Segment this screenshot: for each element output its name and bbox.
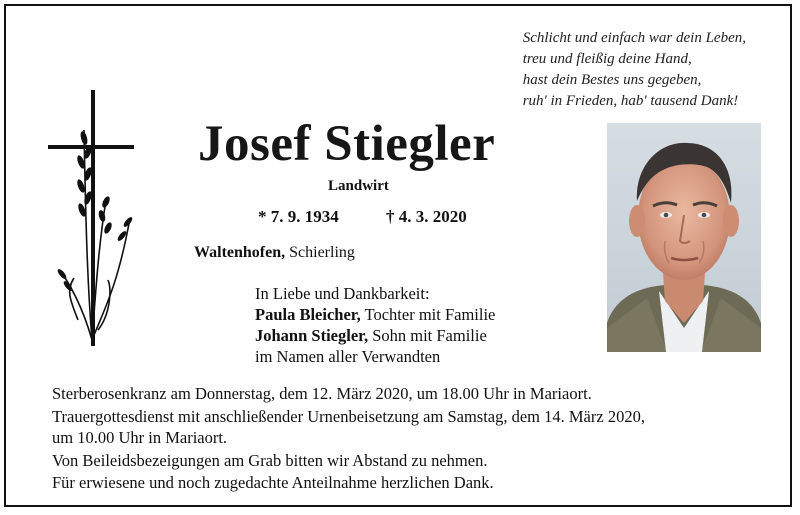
mourner-relation: Sohn mit Familie: [368, 326, 487, 345]
mourner-entry: [255, 325, 495, 346]
announcement-line: Von Beileidsbezeigungen am Grab bitten wir Abstand zu nehmen.: [52, 450, 488, 470]
occupation: Landwirt: [328, 178, 389, 194]
poem-line: treu und fleißig deine Hand,: [522, 51, 692, 67]
deceased-name: Josef Stiegler: [198, 116, 496, 172]
announcement-line: Trauergottesdienst mit anschließender Urnenbeisetzung am Samstag, dem 14. März 2020,: [52, 406, 645, 426]
obituary-card: [4, 4, 792, 507]
cross-with-wheat-icon: [48, 90, 140, 350]
mourner-relation: Tochter mit Familie: [360, 305, 496, 324]
mourner-name: Paula Bleicher,: [255, 305, 361, 324]
mourners-closing: im Namen aller Verwandten: [255, 347, 441, 366]
mourners-block: [255, 283, 495, 367]
mourners-intro: In Liebe und Dankbarkeit:: [255, 284, 430, 303]
mourner-entry: [255, 304, 495, 325]
poem-line: hast dein Bestes uns gegeben,: [522, 72, 702, 88]
announcement-line: um 10.00 Uhr in Mariaort.: [52, 428, 228, 447]
portrait-photo: [607, 123, 761, 352]
residence-town: Schierling: [285, 244, 355, 261]
announcement-line: Sterberosenkranz am Donnerstag, dem 12. März 2020, um 18.00 Uhr in Mariaort.: [52, 384, 592, 403]
residence-village: Waltenhofen,: [194, 244, 286, 261]
birth-date: * 7. 9. 1934: [258, 207, 339, 226]
mourner-name: Johann Stiegler,: [255, 326, 369, 345]
poem-line: Schlicht und einfach war dein Leben,: [522, 30, 746, 46]
poem-line: ruh' in Frieden, hab' tausend Dank!: [522, 93, 739, 109]
residence: [194, 244, 355, 262]
announcements: [52, 383, 645, 494]
death-date: † 4. 3. 2020: [386, 207, 467, 226]
announcement-line: Für erwiesene und noch zugedachte Anteilnahme herzlichen Dank.: [52, 473, 494, 492]
poem: [523, 28, 746, 112]
